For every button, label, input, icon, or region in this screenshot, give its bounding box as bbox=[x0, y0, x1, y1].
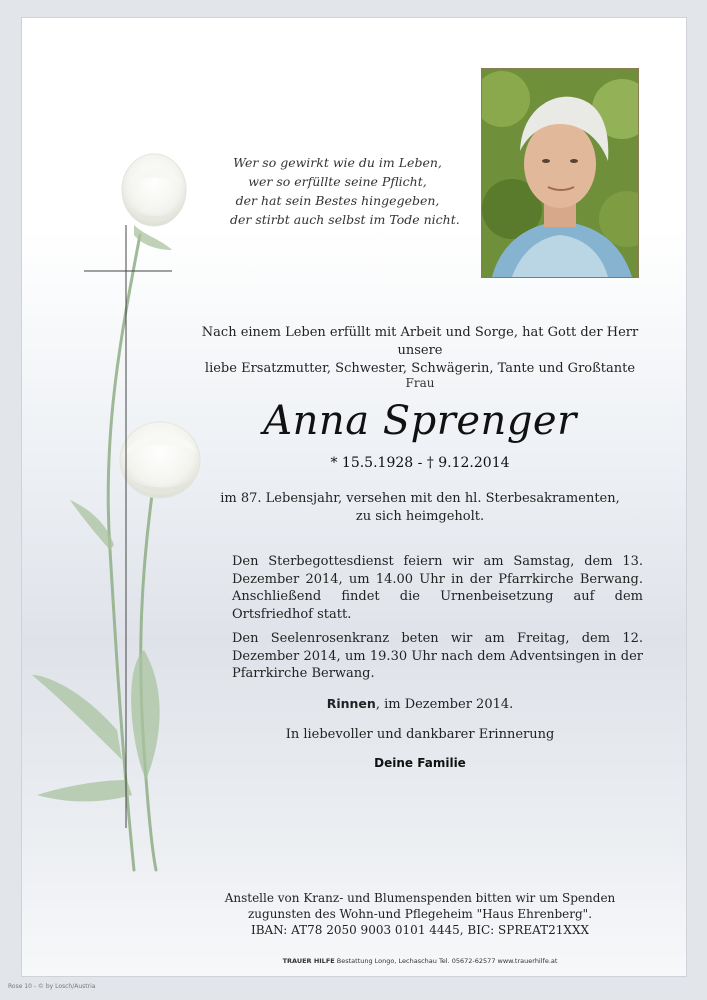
place-town: Rinnen bbox=[326, 696, 376, 711]
rosary-paragraph: Den Seelenrosenkranz beten wir am Freitag, dem 12. Dezember 2014, um 19.30 Uhr nach dem Adventsingen in der Pfarrkirche Berwang. bbox=[232, 631, 643, 681]
donation-line: Anstelle von Kranz- und Blumenspenden bitten wir um Spenden bbox=[224, 891, 616, 905]
donation-line: zugunsten des Wohn-und Pflegeheim "Haus Ehrenberg". bbox=[247, 907, 593, 921]
poem-line: der stirbt auch selbst im Tode nicht. bbox=[230, 212, 460, 227]
portrait-photo bbox=[481, 68, 639, 278]
rose-bloom-top bbox=[122, 154, 186, 226]
donation-note bbox=[180, 890, 660, 938]
undertaker-details: Bestattung Longo, Lechaschau Tel. 05672-62577 www.trauerhilfe.at bbox=[334, 957, 558, 965]
intro-line: liebe Ersatzmutter, Schwester, Schwägerin, Tante und Großtante bbox=[204, 361, 636, 376]
rose-stems bbox=[108, 235, 156, 870]
design-credit: Rose 10 - © by Losch/Austria bbox=[8, 983, 96, 990]
place-date-rest: , im Dezember 2014. bbox=[375, 697, 514, 712]
donation-iban: IBAN: AT78 2050 9003 0101 4445, BIC: SPREAT21XXX bbox=[250, 923, 590, 937]
poem-line: der hat sein Bestes hingegeben, bbox=[235, 193, 440, 208]
intro-line: Nach einem Leben erfüllt mit Arbeit und Sorge, hat Gott der Herr unsere bbox=[201, 325, 639, 358]
deceased-name: Anna Sprenger bbox=[263, 398, 577, 444]
place-date bbox=[180, 696, 660, 712]
poem-line: wer so erfüllte seine Pflicht, bbox=[248, 174, 427, 189]
undertaker-footer bbox=[180, 957, 660, 965]
poem bbox=[230, 153, 460, 229]
family-signature: Deine Familie bbox=[374, 756, 466, 770]
age-line: zu sich heimgeholt. bbox=[355, 509, 485, 524]
rose-leaves bbox=[32, 225, 197, 801]
age-text bbox=[180, 490, 660, 526]
funeral-service-paragraph: Den Sterbegottesdienst feiern wir am Samstag, dem 13. Dezember 2014, um 14.00 Uhr in der Pfarrkirche Berwang. Anschließend findet die Urnenbeisetzung auf dem Ortsfriedhof statt. bbox=[232, 554, 643, 622]
undertaker-brand: TRAUER HILFE bbox=[282, 957, 335, 965]
age-line: im 87. Lebensjahr, versehen mit den hl. Sterbesakramenten, bbox=[220, 491, 620, 506]
poem-line: Wer so gewirkt wie du im Leben, bbox=[233, 155, 442, 170]
memory-line: In liebevoller und dankbarer Erinnerung bbox=[285, 727, 555, 742]
life-dates: * 15.5.1928 - † 9.12.2014 bbox=[330, 455, 510, 471]
service-details bbox=[232, 553, 643, 690]
salutation: Frau bbox=[405, 376, 435, 390]
intro-text bbox=[180, 324, 660, 378]
